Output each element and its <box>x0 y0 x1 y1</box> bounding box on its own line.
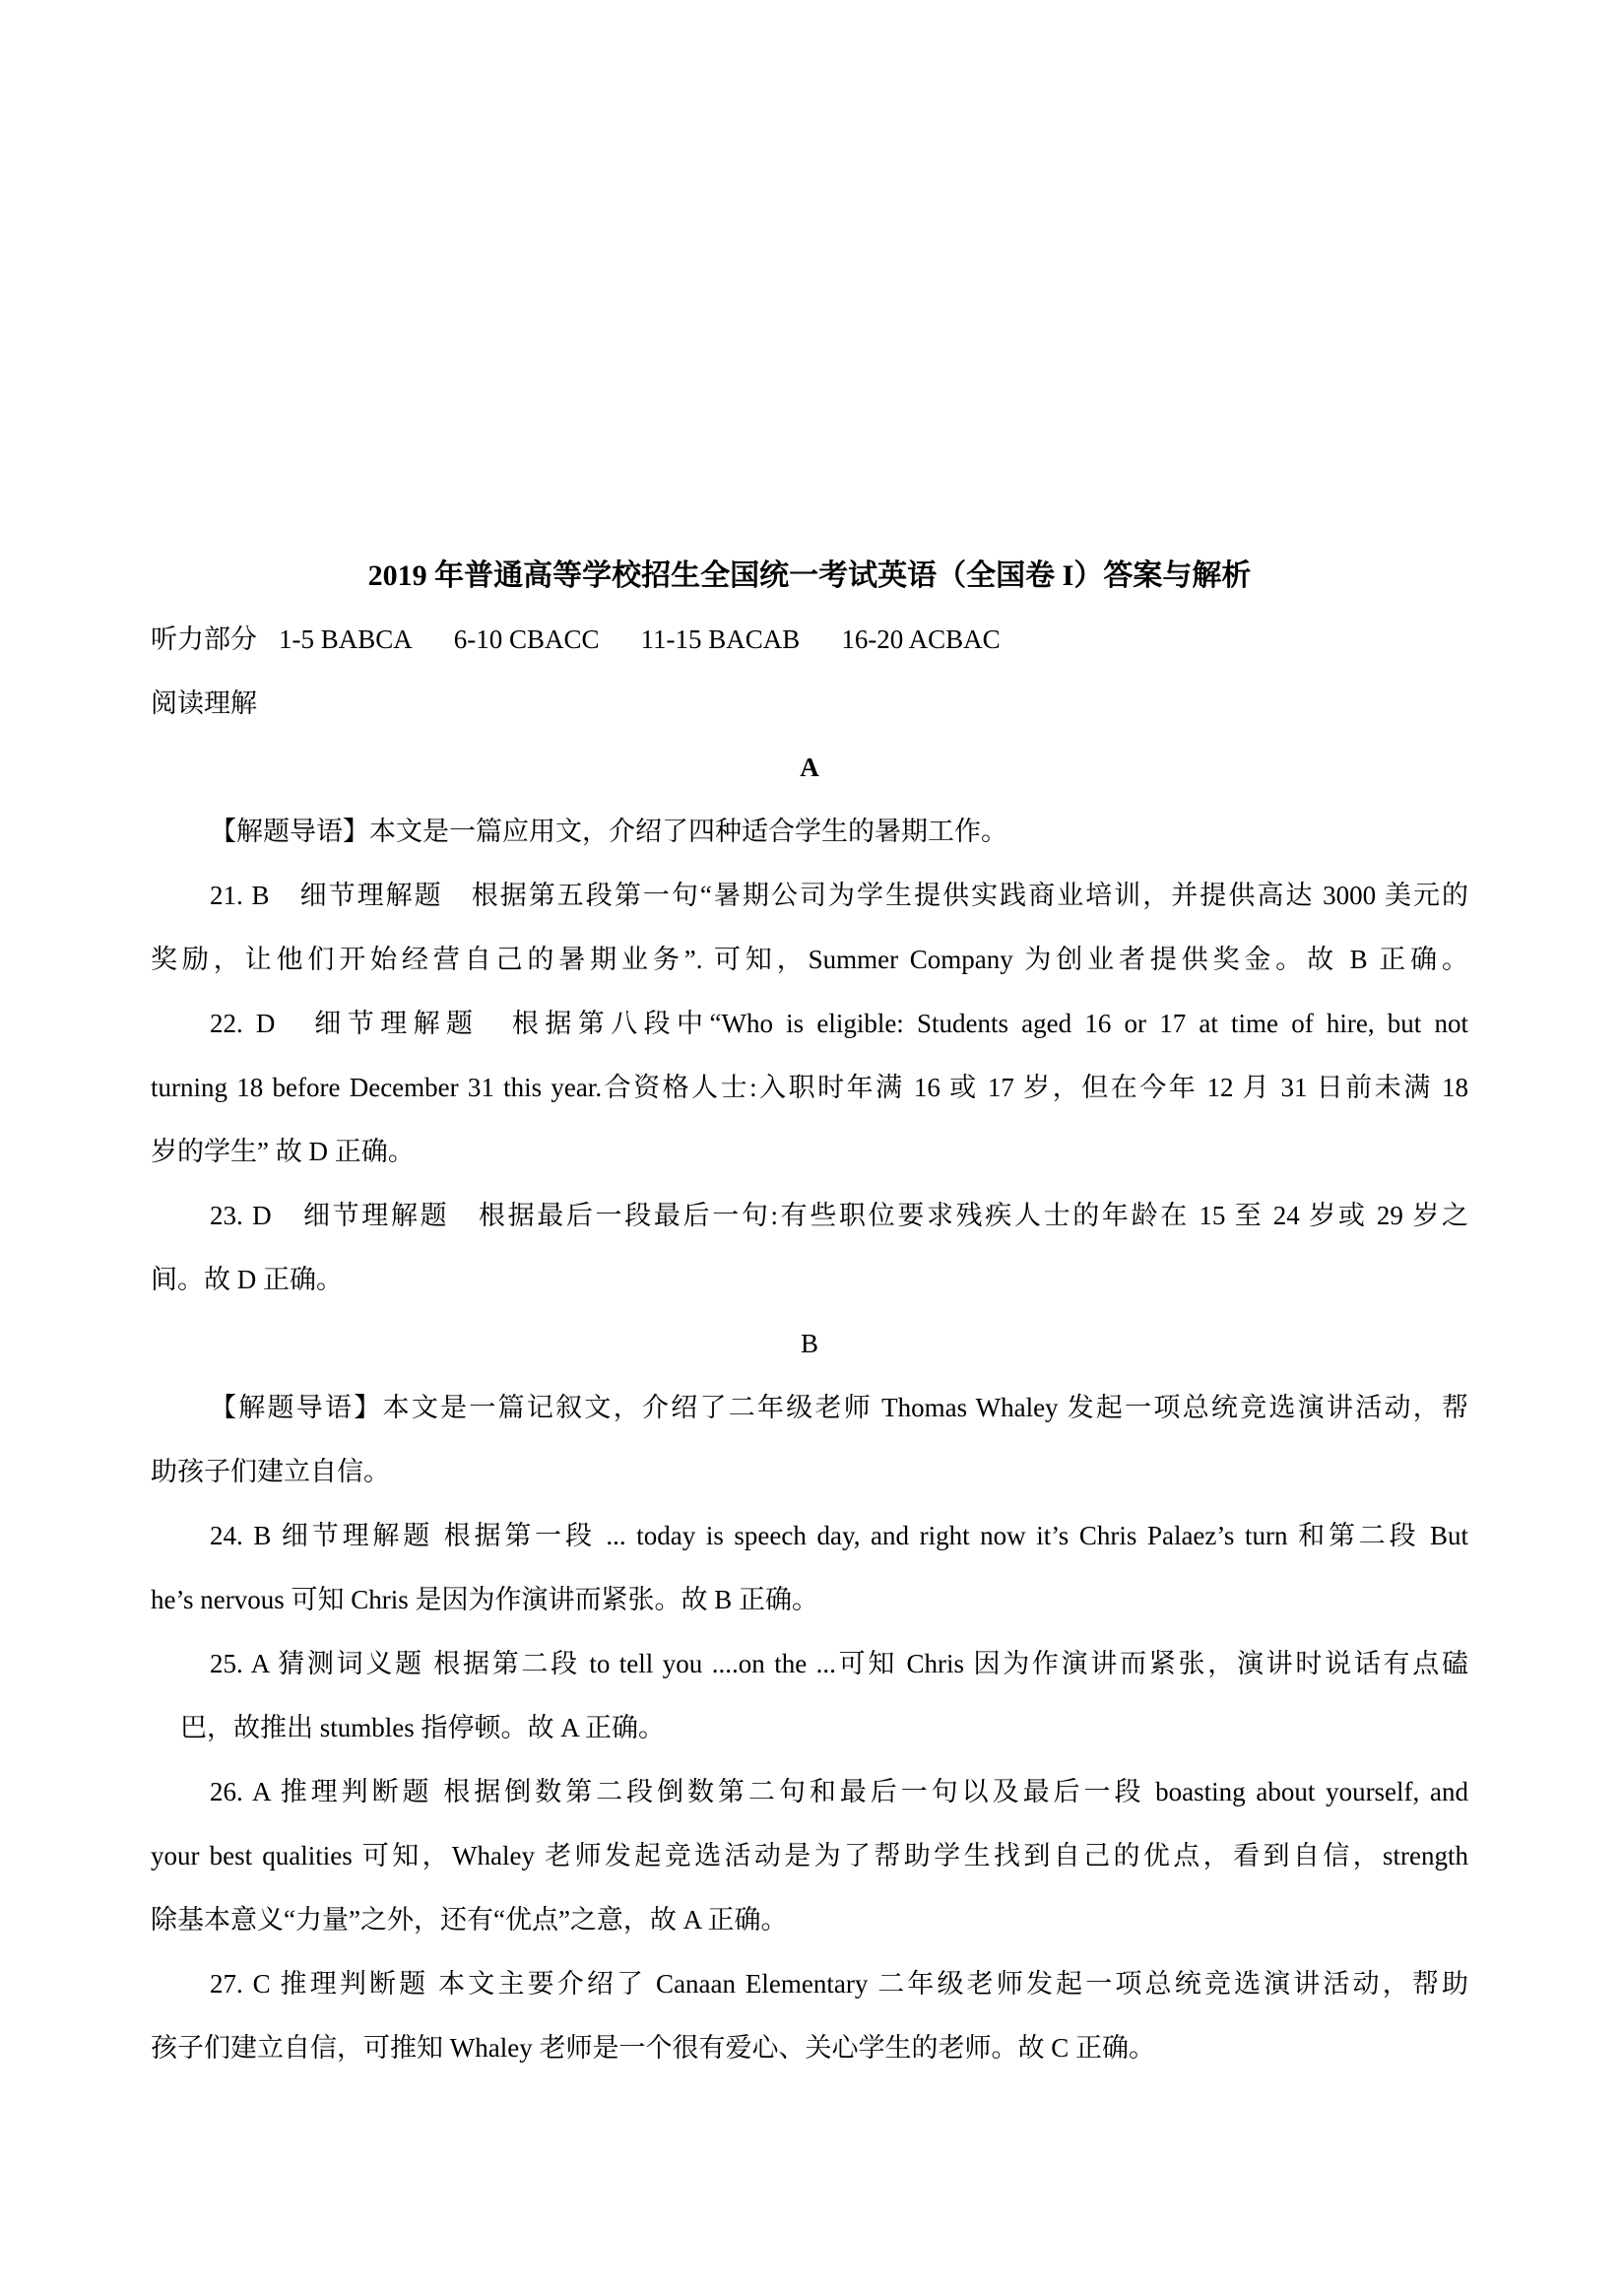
listening-answers-line <box>151 608 1468 672</box>
answer-27-line: 27. C 推理判断题 本文主要介绍了 Canaan Elementary 二年级老师发起一项总统竞选演讲活动，帮助 <box>210 1969 1468 1999</box>
answer-26-line: your best qualities 可知，Whaley 老师发起竞选活动是为了帮助学生找到自己的优点，看到自信，strength <box>151 1841 1468 1870</box>
answer-24-line: 24. B 细节理解题 根据第一段 ... today is speech day, and right now it’s Chris Palaez’s turn 和第二段 But <box>210 1521 1468 1550</box>
listening-answer-group: 1-5 BABCA <box>279 624 413 654</box>
answer-24-line: he’s nervous 可知 Chris 是因为作演讲而紧张。故 B 正确。 <box>151 1585 818 1614</box>
answer-21-line: 21. B 细节理解题 根据第五段第一句“暑期公司为学生提供实践商业培训，并提供高达 3000 美元的 <box>210 881 1468 910</box>
answer-27-line: 孩子们建立自信，可推知 Whaley 老师是一个很有爱心、关心学生的老师。故 C 正确。 <box>151 2033 1155 2063</box>
passage-label-a: A <box>800 753 819 782</box>
answer-25-line: 巴，故推出 stumbles 指停顿。故 A 正确。 <box>180 1713 666 1742</box>
reading-section-heading: 阅读理解 <box>151 689 257 718</box>
answer-26-line: 26. A 推理判断题 根据倒数第二段倒数第二句和最后一句以及最后一段 boasting about yourself, and <box>210 1777 1468 1806</box>
listening-groups <box>279 624 1042 654</box>
answer-22-line: 22. D 细节理解题 根据第八段中“Who is eligible: Students aged 16 or 17 at time of hire, but not <box>210 1009 1468 1038</box>
listening-answer-group: 6-10 CBACC <box>453 624 600 654</box>
answer-26-line: 除基本意义“力量”之外，还有“优点”之意，故 A 正确。 <box>151 1905 788 1935</box>
passage-b-guide-line: 【解题导语】本文是一篇记叙文，介绍了二年级老师 Thomas Whaley 发起一项总统竞选演讲活动，帮 <box>210 1393 1468 1422</box>
listening-section-label: 听力部分 <box>151 624 257 654</box>
passage-label-b: B <box>800 1329 818 1358</box>
document-content <box>151 544 1468 2080</box>
passages <box>151 736 1468 2080</box>
passage-b-guide-line: 助孩子们建立自信。 <box>151 1457 390 1486</box>
answer-23-line: 间。故 D 正确。 <box>151 1265 343 1294</box>
answer-21-line: 奖励，让他们开始经营自己的暑期业务”. 可知，Summer Company 为创业者提供奖金。故 B 正确。 <box>151 945 1468 974</box>
answer-22-line: 岁的学生” 故 D 正确。 <box>151 1137 415 1166</box>
answer-25-line: 25. A 猜测词义题 根据第二段 to tell you ....on the ...可知 Chris 因为作演讲而紧张，演讲时说话有点磕 <box>210 1649 1468 1678</box>
listening-answer-group: 16-20 ACBAC <box>841 624 1001 654</box>
listening-answer-group: 11-15 BACAB <box>640 624 801 654</box>
answer-23-line: 23. D 细节理解题 根据最后一段最后一句:有些职位要求残疾人士的年龄在 15 至 24 岁或 29 岁之 <box>210 1201 1468 1230</box>
answer-22-line: turning 18 before December 31 this year.合资格人士:入职时年满 16 或 17 岁，但在今年 12 月 31 日前未满 18 <box>151 1073 1468 1102</box>
passage-a-guide-line: 【解题导语】本文是一篇应用文，介绍了四种适合学生的暑期工作。 <box>210 817 1007 846</box>
document-title: 2019 年普通高等学校招生全国统一考试英语（全国卷 I）答案与解析 <box>367 559 1252 592</box>
